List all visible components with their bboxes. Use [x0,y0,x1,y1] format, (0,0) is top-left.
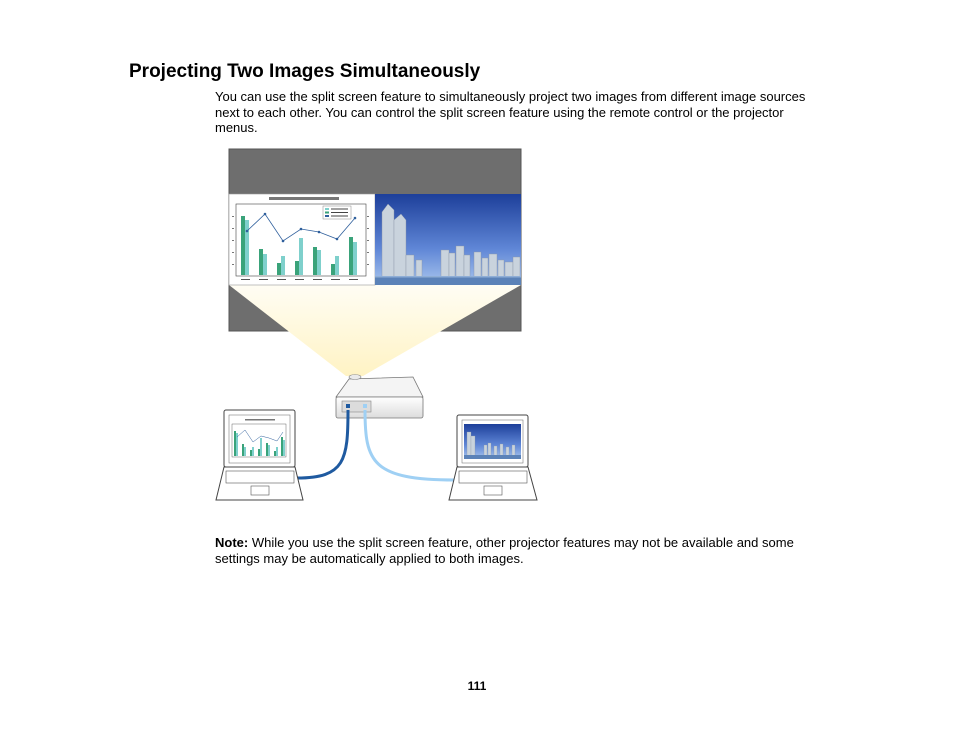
city-image [375,194,521,285]
cable-dark [297,410,348,478]
note-paragraph [215,535,825,566]
chart-image [229,194,375,285]
cable-light [365,410,455,480]
intro-paragraph: You can use the split screen feature to simultaneously project two images from different image sources next to each other. You can control the split screen feature using the remote control or the projector menus. [215,89,806,135]
note-text: While you use the split screen feature, other projector features may not be available and some settings may be automatically applied to both images. [215,535,794,566]
page-number: 111 [467,679,487,693]
laptop-city-icon [449,415,537,500]
page-title: Projecting Two Images Simultaneously [129,61,481,82]
split-screen-illustration [214,146,544,506]
laptop-chart-icon [216,410,303,500]
note-label: Note: [215,535,249,550]
